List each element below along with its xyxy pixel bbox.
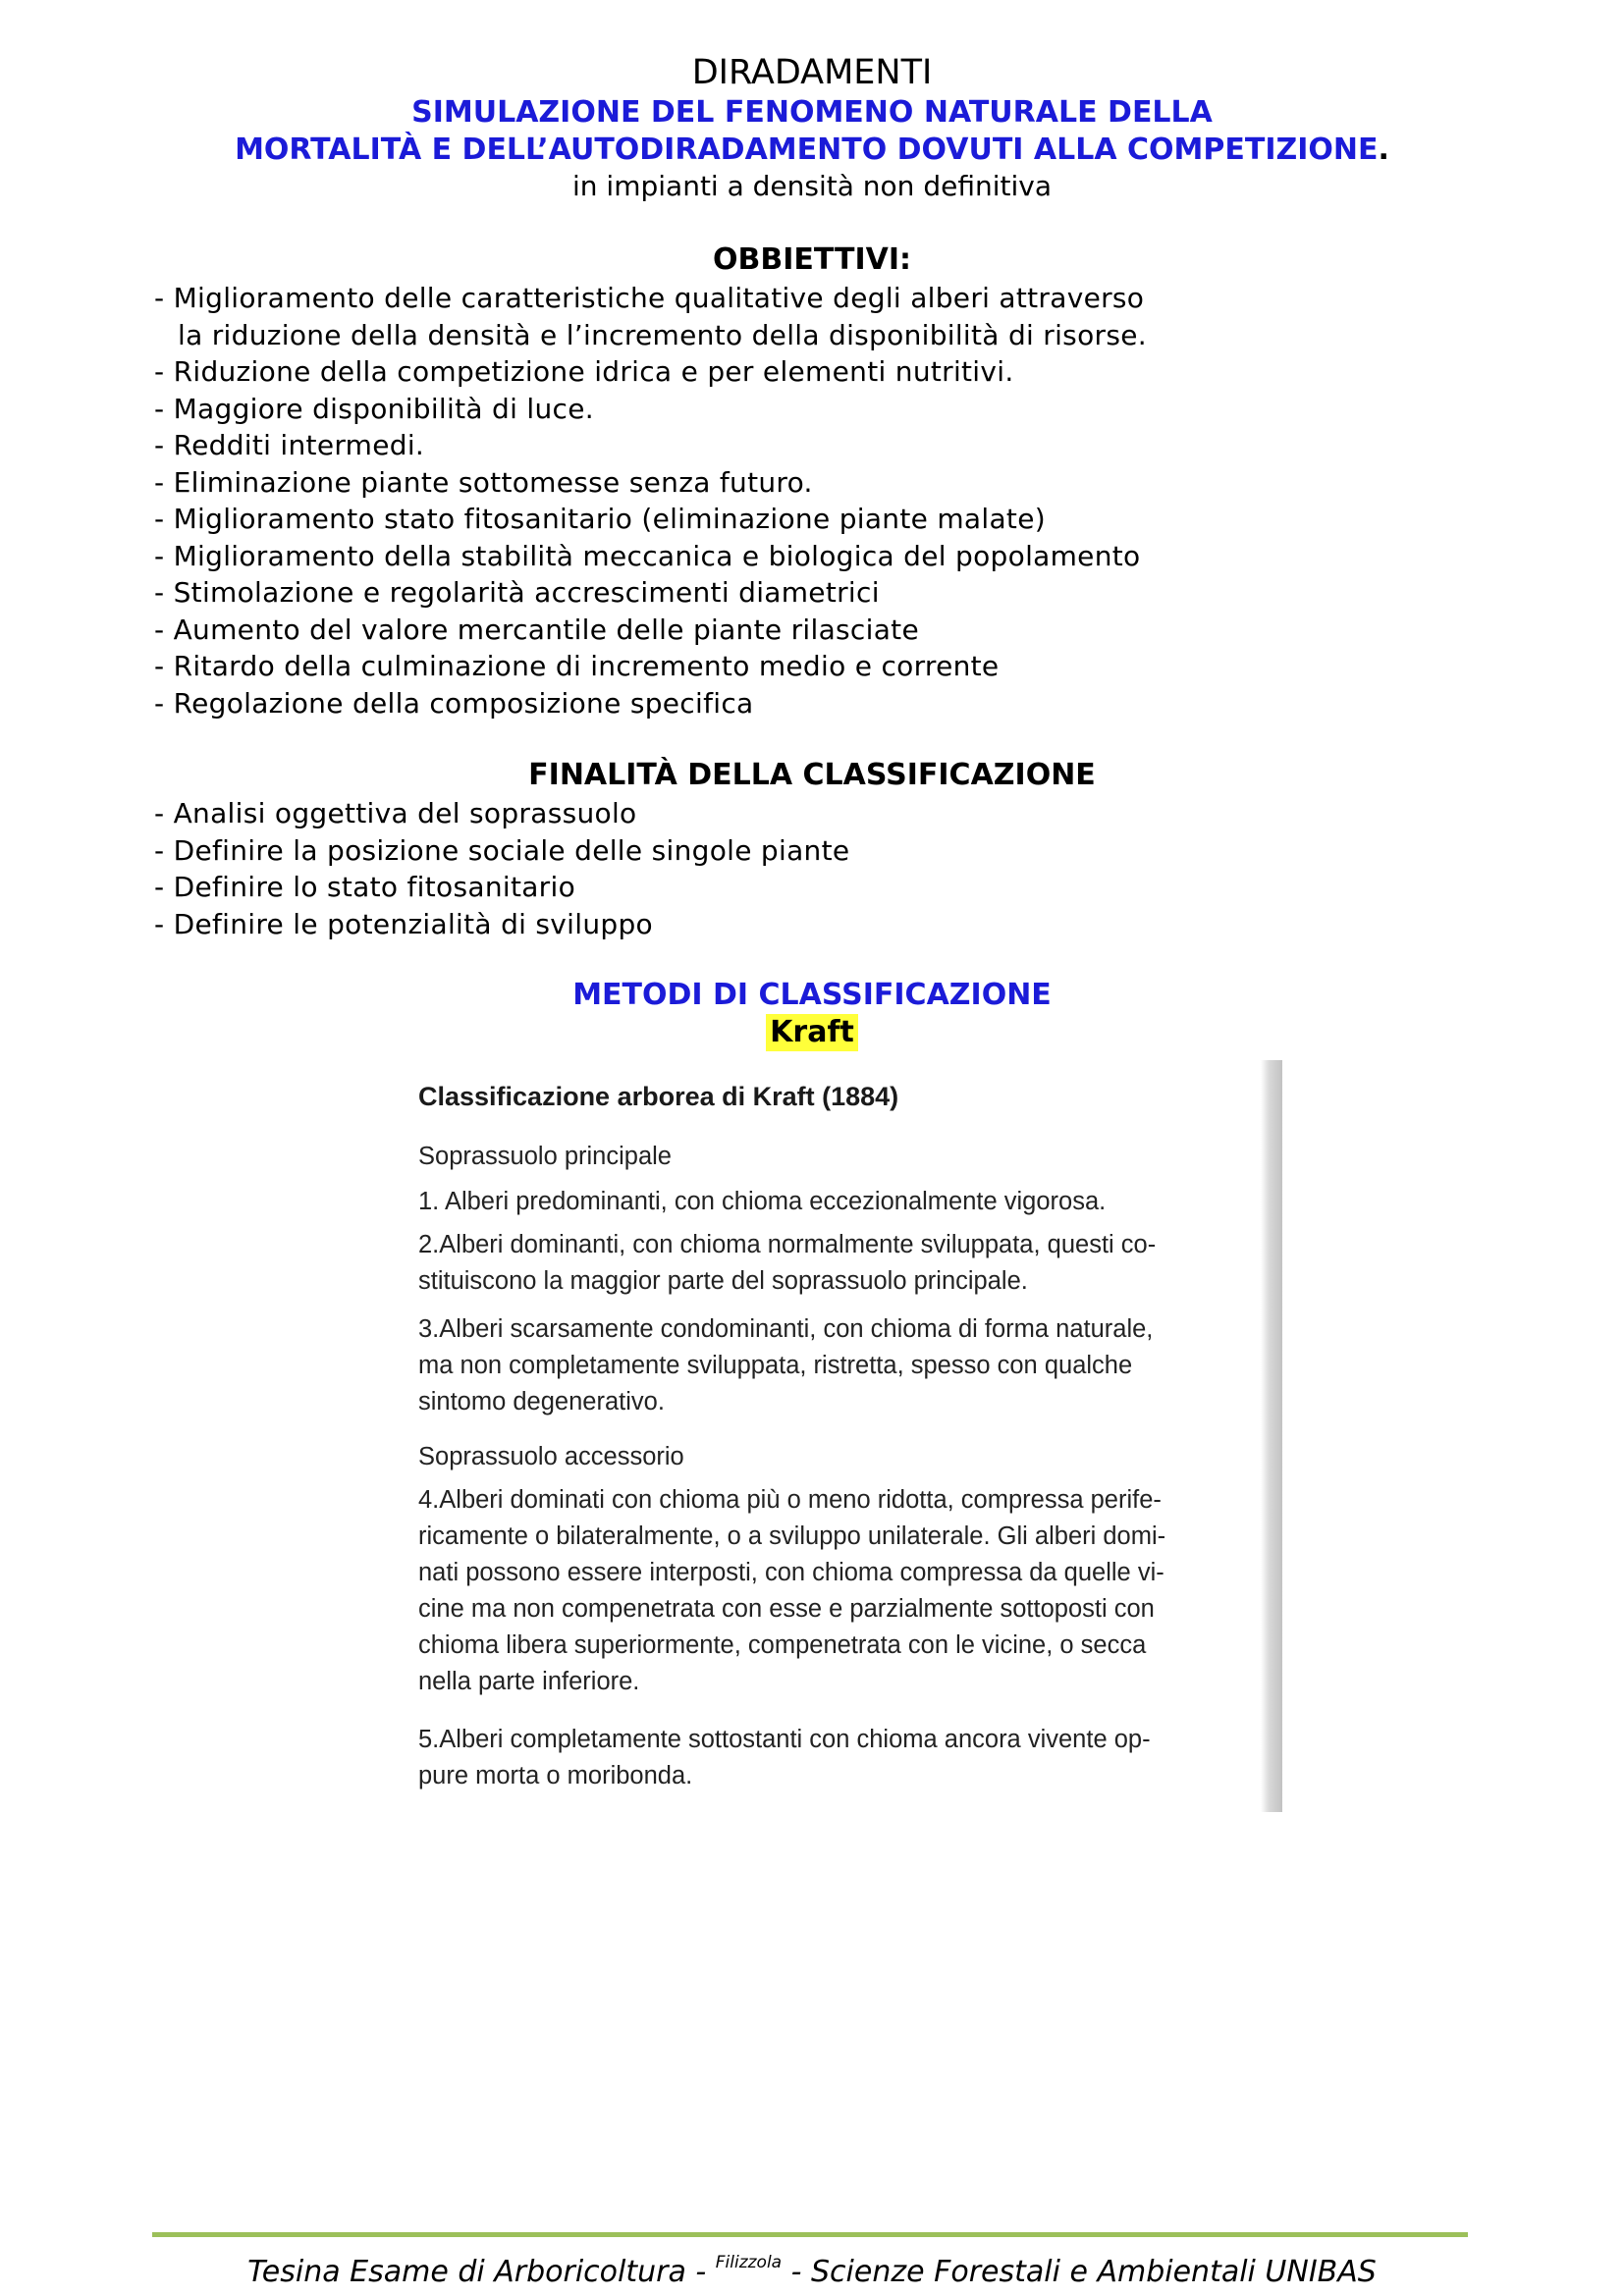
subtitle-period: . [1378,133,1389,167]
scan-line: pure morta o moribonda. [418,1762,693,1789]
purpose-item: - Definire la posizione sociale delle singole piante [154,833,850,867]
objectives-heading: OBBIETTIVI: [712,242,912,277]
scan-line: 4.Alberi dominati con chioma più o meno ridotta, compressa perife- [418,1486,1162,1514]
purpose-item: - Analisi oggettiva del soprassuolo [154,797,637,829]
scan-line: ricamente o bilateralmente, o a sviluppo unilaterale. Gli alberi domi- [418,1522,1166,1550]
purpose-item: - Definire le potenzialità di sviluppo [154,907,653,940]
footer [0,2243,1624,2292]
scan-line: 5.Alberi completamente sottostanti con chioma ancora vivente op- [418,1726,1151,1753]
objective-item: - Miglioramento stato fitosanitario (eliminazione piante malate) [154,503,1046,535]
kraft-highlight-wrap [0,1014,1624,1051]
scan-line: sintomo degenerativo. [418,1388,665,1415]
scan-line: chioma libera superiormente, compenetrata con le vicine, o secca [418,1631,1147,1659]
subtitle-line-2-text: MORTALITÀ E DELL’AUTODIRADAMENTO DOVUTI ALLA COMPETIZIONE [235,133,1379,167]
scan-title: Classificazione arborea di Kraft (1884) [418,1082,899,1111]
scan-line: ma non completamente sviluppata, ristretta, spesso con qualche [418,1352,1133,1379]
objective-item: - Miglioramento della stabilità meccanica e biologica del popolamento [154,539,1141,572]
subtitle-note: in impianti a densità non definitiva [572,170,1052,202]
classification-purpose-list [154,795,1313,942]
scan-item-5 [418,1722,1263,1794]
methods-heading: METODI DI CLASSIFICAZIONE [572,978,1052,1012]
objective-item: - Regolazione della composizione specifica [154,686,754,720]
scan-line: 3.Alberi scarsamente condominanti, con chioma di forma naturale, [418,1315,1154,1343]
subtitle-line-2 [0,132,1624,169]
footer-right: - Scienze Forestali e Ambientali UNIBAS [790,2255,1377,2289]
scan-item-1: 1. Alberi predominanti, con chioma eccezionalmente vigorosa. [418,1188,1107,1215]
objective-item: - Stimolazione e regolarità accrescimenti diametrici [154,576,880,609]
purpose-item: - Definire lo stato fitosanitario [154,871,575,903]
scan-line: stituiscono la maggior parte del soprassuolo principale. [418,1267,1028,1295]
objective-item: la riduzione della densità e l’incremento della disponibilità di risorse. [178,318,1147,351]
kraft-classification-scan [381,1060,1282,1812]
objective-item: - Redditi intermedi. [154,429,425,461]
scan-line: 2.Alberi dominanti, con chioma normalmente sviluppata, questi co- [418,1231,1157,1258]
objective-item: - Ritardo della culminazione di incremento medio e corrente [154,650,1000,682]
kraft-highlight: Kraft [766,1014,858,1051]
objective-item: - Aumento del valore mercantile delle piante rilasciate [154,613,919,646]
scan-line: cine ma non compenetrata con esse e parzialmente sottoposti con [418,1595,1155,1623]
scan-shadow-edge [1261,1060,1282,1812]
footer-author: Filizzola [715,2253,783,2272]
objective-item: - Maggiore disponibilità di luce. [154,392,594,425]
footer-left: Tesina Esame di Arboricoltura - [247,2255,707,2289]
scan-line: nella parte inferiore. [418,1668,640,1695]
scan-line: nati possono essere interposti, con chioma compressa da quelle vi- [418,1559,1164,1586]
scan-item-2 [418,1227,1263,1300]
scan-item-4 [418,1482,1263,1700]
subtitle-line-1: SIMULAZIONE DEL FENOMENO NATURALE DELLA [411,95,1213,130]
scan-item-3 [418,1311,1263,1420]
objective-item: - Eliminazione piante sottomesse senza futuro. [154,465,813,499]
page-title: DIRADAMENTI [691,53,933,92]
objective-item: - Riduzione della competizione idrica e per elementi nutritivi. [154,355,1014,388]
scan-accessory-label: Soprassuolo accessorio [418,1443,684,1470]
classification-purpose-heading: FINALITÀ DELLA CLASSIFICAZIONE [528,758,1096,792]
scan-main-label: Soprassuolo principale [418,1143,672,1170]
footer-rule [152,2232,1468,2237]
objectives-list [154,280,1313,721]
objective-item: - Miglioramento delle caratteristiche qualitative degli alberi attraverso [154,282,1145,314]
